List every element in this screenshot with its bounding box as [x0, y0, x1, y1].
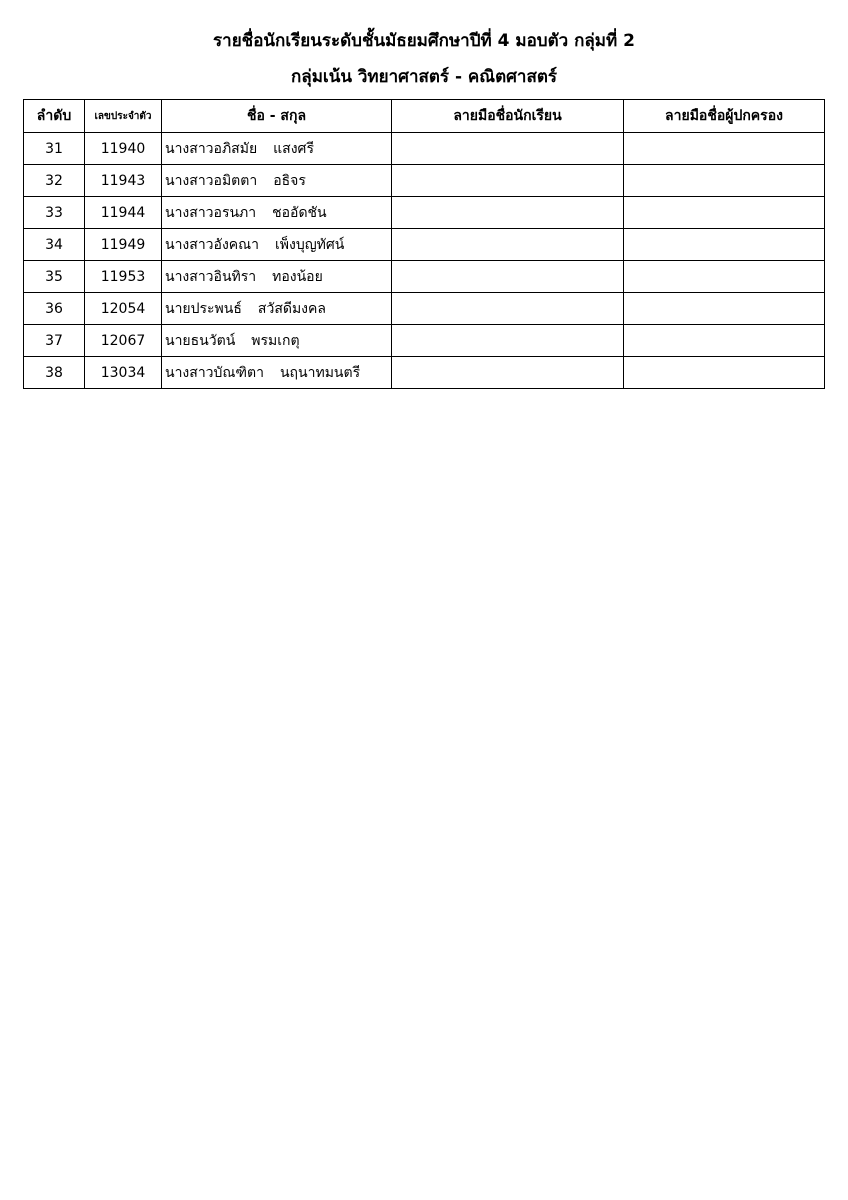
student-name-cell [162, 133, 392, 165]
order-number-cell: 31 [24, 133, 85, 165]
order-number-cell: 34 [24, 229, 85, 261]
student-first-name: นายประพนธ์ [165, 300, 242, 317]
table-row [24, 293, 825, 325]
table-row [24, 325, 825, 357]
student-last-name: ชออัดชัน [272, 204, 327, 221]
student-name-cell [162, 293, 392, 325]
order-number-cell: 36 [24, 293, 85, 325]
student-signature-cell [392, 325, 624, 357]
order-number-cell: 32 [24, 165, 85, 197]
student-signature-cell [392, 293, 624, 325]
student-name-cell [162, 325, 392, 357]
table-body [24, 133, 825, 389]
student-signature-cell [392, 197, 624, 229]
student-signature-cell [392, 357, 624, 389]
table-row [24, 261, 825, 293]
student-name-cell [162, 261, 392, 293]
student-name-cell [162, 229, 392, 261]
column-header-student-signature: ลายมือชื่อนักเรียน [392, 100, 624, 133]
student-last-name: อธิจร [273, 172, 306, 189]
order-number-cell: 38 [24, 357, 85, 389]
student-first-name: นางสาวอรนภา [165, 204, 257, 221]
column-header-parent-signature: ลายมือชื่อผู้ปกครอง [624, 100, 825, 133]
student-last-name: สวัสดีมงคล [257, 300, 326, 317]
parent-signature-cell [624, 229, 825, 261]
student-name-cell [162, 197, 392, 229]
student-name-cell [162, 165, 392, 197]
table-row [24, 197, 825, 229]
student-id-cell: 11953 [85, 261, 162, 293]
table-row [24, 229, 825, 261]
student-id-cell: 11944 [85, 197, 162, 229]
student-first-name: นางสาวอภิสมัย [165, 140, 258, 157]
student-signature-cell [392, 165, 624, 197]
parent-signature-cell [624, 357, 825, 389]
column-header-name: ชื่อ - สกุล [162, 100, 392, 133]
student-first-name: นางสาวอังคณา [165, 236, 259, 253]
parent-signature-cell [624, 325, 825, 357]
column-header-order: ลำดับ [24, 100, 85, 133]
student-first-name: นางสาวอมิตตา [165, 172, 258, 189]
page-subtitle: กลุ่มเน้น วิทยาศาสตร์ - คณิตศาสตร์ [291, 67, 557, 87]
student-roster-table [23, 99, 825, 389]
student-id-cell: 12054 [85, 293, 162, 325]
page-title: รายชื่อนักเรียนระดับชั้นมัธยมศึกษาปีที่ 4 มอบตัว กลุ่มที่ 2 [213, 31, 635, 51]
order-number-cell: 37 [24, 325, 85, 357]
table-row [24, 165, 825, 197]
order-number-cell: 33 [24, 197, 85, 229]
table-header-row [24, 100, 825, 133]
student-last-name: ทองน้อย [272, 268, 323, 285]
student-first-name: นางสาวอินทิรา [165, 268, 257, 285]
student-name-cell [162, 357, 392, 389]
student-last-name: พรมเกตุ [251, 332, 300, 349]
student-id-cell: 11943 [85, 165, 162, 197]
parent-signature-cell [624, 261, 825, 293]
student-id-cell: 13034 [85, 357, 162, 389]
parent-signature-cell [624, 293, 825, 325]
parent-signature-cell [624, 133, 825, 165]
parent-signature-cell [624, 197, 825, 229]
student-id-cell: 11949 [85, 229, 162, 261]
column-header-student-id: เลขประจำตัว [85, 100, 162, 133]
student-first-name: นางสาวบัณฑิตา [165, 364, 264, 381]
table-row [24, 133, 825, 165]
student-id-cell: 11940 [85, 133, 162, 165]
table-row [24, 357, 825, 389]
student-first-name: นายธนวัตน์ [165, 332, 236, 349]
student-signature-cell [392, 133, 624, 165]
parent-signature-cell [624, 165, 825, 197]
order-number-cell: 35 [24, 261, 85, 293]
student-signature-cell [392, 261, 624, 293]
student-last-name: แสงศรี [273, 140, 314, 157]
student-last-name: เพ็งบุญทัศน์ [275, 236, 345, 253]
student-id-cell: 12067 [85, 325, 162, 357]
student-signature-cell [392, 229, 624, 261]
student-last-name: นฤนาทมนตรี [279, 364, 361, 381]
